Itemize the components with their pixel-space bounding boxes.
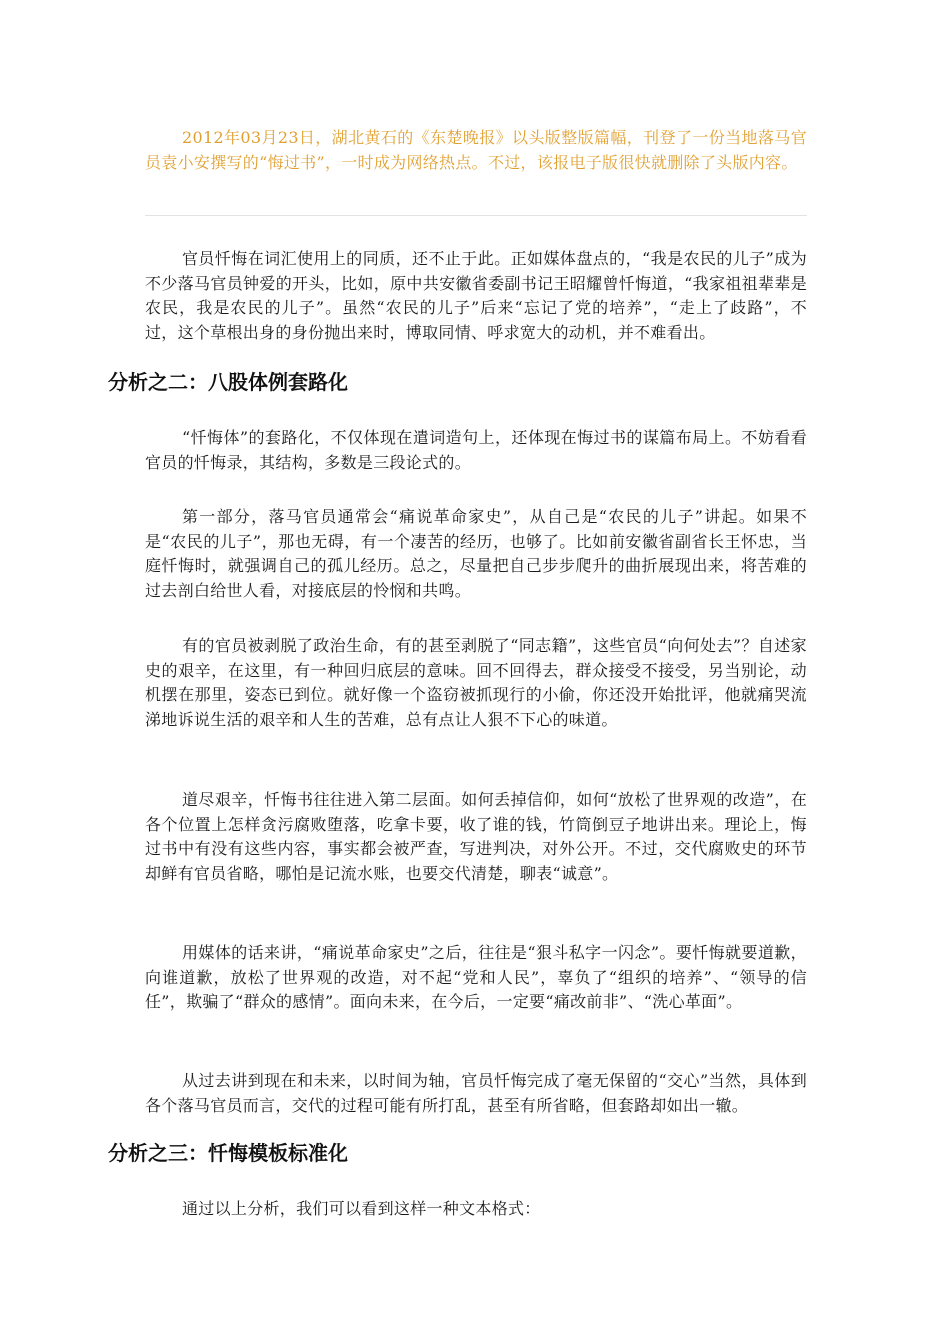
paragraph-second-level: 道尽艰辛，忏悔书往往进入第二层面。如何丢掉信仰，如何“放松了世界观的改造”，在各个位置上怎样贪污腐败堕落，吃拿卡要，收了谁的钱，竹筒倒豆子地讲出来。理论上，悔过书中有没有这些内容，事实都会被严查，写进判决，对外公开。不过，交代腐败史的环节却鲜有官员省略，哪怕是记流水账，也要交代清楚，聊表“诚意”。 — [145, 790, 807, 883]
paragraph-past-future: 从过去讲到现在和未来，以时间为轴，官员忏悔完成了毫无保留的“交心”当然，具体到各个落马官员而言，交代的过程可能有所打乱，甚至有所省略，但套路却如出一辙。 — [145, 1071, 807, 1115]
paragraph-media-words: 用媒体的话来讲，“痛说革命家史”之后，往往是“狠斗私字一闪念”。要忏悔就要道歉，向谁道歉，放松了世界观的改造，对不起“党和人民”，辜负了“组织的培养”、“领导的信任”，欺骗了“群众的感情”。面向未来，在今后，一定要“痛改前非”、“洗心革面”。 — [145, 943, 807, 1011]
section-heading-3: 分析之三：忏悔模板标准化 — [108, 1141, 348, 1165]
paragraph-part-one: 第一部分，落马官员通常会“痛说革命家史”，从自己是“农民的儿子”讲起。如果不是“农民的儿子”，那也无碍，有一个凄苦的经历，也够了。比如前安徽省副省长王怀忠，当庭忏悔时，就强调自己的孤儿经历。总之，尽量把自己步步爬升的曲折展现出来，将苦难的过去剖白给世人看，对接底层的怜悯和共鸣。 — [145, 507, 807, 600]
divider — [145, 215, 807, 216]
lead-paragraph: 2012年03月23日，湖北黄石的《东楚晚报》以头版整版篇幅，刊登了一份当地落马官员袁小安撰写的“悔过书”，一时成为网络热点。不过，该报电子版很快就删除了头版内容。 — [145, 128, 807, 172]
section-heading-2: 分析之二：八股体例套路化 — [108, 370, 348, 394]
paragraph-stripped-officials: 有的官员被剥脱了政治生命，有的甚至剥脱了“同志籍”，这些官员“向何处去”？自述家史的艰辛，在这里，有一种回归底层的意味。回不回得去，群众接受不接受，另当别论，动机摆在那里，姿态已到位。就好像一个盗窃被抓现行的小偷，你还没开始批评，他就痛哭流涕地诉说生活的艰辛和人生的苦难，总有点让人狠不下心的味道。 — [145, 636, 807, 729]
paragraph-routine-structure: “忏悔体”的套路化，不仅体现在遣词造句上，还体现在悔过书的谋篇布局上。不妨看看官员的忏悔录，其结构，多数是三段论式的。 — [145, 428, 807, 472]
paragraph-text-format: 通过以上分析，我们可以看到这样一种文本格式： — [182, 1199, 541, 1218]
paragraph-official-repentance: 官员忏悔在词汇使用上的同质，还不止于此。正如媒体盘点的，“我是农民的儿子”成为不少落马官员钟爱的开头，比如，原中共安徽省委副书记王昭耀曾忏悔道，“我家祖祖辈辈是农民，我是农民的儿子”。虽然“农民的儿子”后来“忘记了党的培养”，“走上了歧路”，不过，这个草根出身的身份抛出来时，博取同情、呼求宽大的动机，并不难看出。 — [145, 249, 807, 342]
